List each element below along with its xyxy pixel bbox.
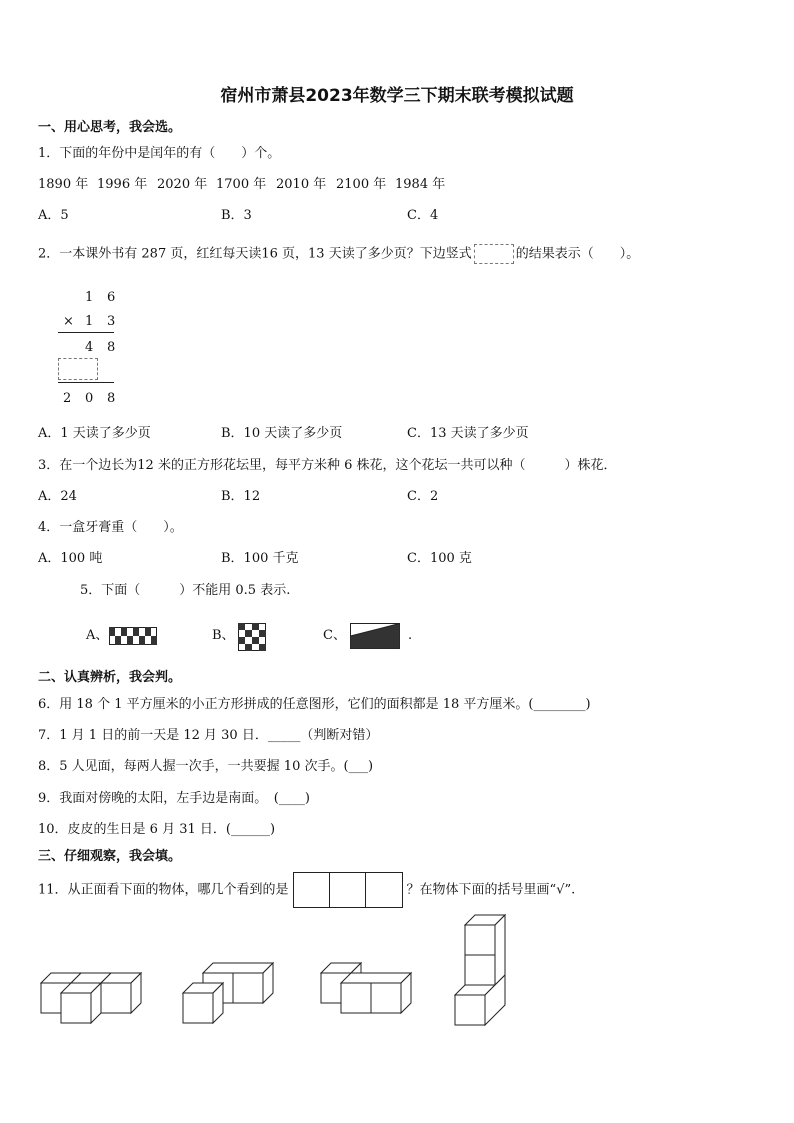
question-3-text: 3．在一个边长为12 米的正方形花坛里，每平方米种 6 株花，这个花坛一共可以种（ ）株花． [38, 458, 617, 473]
q5-option-b-label[interactable]: B、 [212, 628, 235, 643]
cube-arrangement-2-icon [180, 960, 280, 1026]
q2-option-a[interactable]: A．1 天读了多少页 [38, 426, 151, 441]
q1-option-c[interactable]: C．4 [407, 208, 439, 223]
q4-option-a[interactable]: A．100 吨 [38, 551, 103, 566]
multiplier-digit: 3 [107, 314, 116, 329]
year-2100: 2100 年 [336, 177, 387, 192]
multiplier-digit: 1 [85, 314, 94, 329]
checker-square-icon [238, 623, 266, 651]
front-view-three-squares-icon [293, 872, 403, 908]
question-2-text-a: 2．一本课外书有 287 页，红红每天读16 页，13 天读了多少页？下边竖式 [38, 246, 472, 262]
q5-option-a-label[interactable]: A、 [86, 628, 109, 643]
cube-arrangement-4-icon [452, 912, 512, 1030]
calc-line-2 [58, 382, 114, 383]
question-1-text: 1．下面的年份中是闰年的有（ ）个。 [38, 146, 281, 161]
year-1984: 1984 年 [395, 177, 446, 192]
q3-option-a[interactable]: A．24 [38, 489, 77, 504]
question-8-text: 8．5 人见面，每两人握一次手，一共要握 10 次手。(___) [38, 759, 374, 774]
question-2-text [38, 244, 639, 264]
section-heading-2: 二、认真辨析，我会判。 [38, 670, 182, 685]
multiply-sign: × [63, 314, 74, 329]
question-5-text: 5．下面（ ）不能用 0.5 表示. [80, 583, 291, 598]
question-10-text: 10．皮皮的生日是 6 月 31 日．(______) [38, 822, 276, 837]
section-heading-3: 三、仔细观察，我会填。 [38, 849, 182, 864]
question-11-text-a: 11．从正面看下面的物体，哪几个看到的是 [38, 882, 289, 898]
multiplicand-digit: 1 [85, 290, 94, 305]
q4-option-b[interactable]: B．100 千克 [221, 551, 299, 566]
page-title: 宿州市萧县2023年数学三下期末联考模拟试题 [220, 86, 574, 106]
result-digit: 0 [85, 391, 94, 406]
q1-option-a[interactable]: A．5 [38, 208, 69, 223]
partial-digit: 8 [107, 340, 116, 355]
result-digit: 2 [63, 391, 72, 406]
q5-end-mark: . [408, 628, 413, 643]
question-7-text: 7．1 月 1 日的前一天是 12 月 30 日．_____（判断对错） [38, 728, 379, 743]
q2-option-b[interactable]: B．10 天读了多少页 [221, 426, 343, 441]
calc-line-1 [58, 332, 114, 333]
question-9-text: 9．我面对傍晚的太阳，左手边是南面。 (____) [38, 791, 310, 806]
split-rectangle-icon [350, 623, 400, 649]
question-4-text: 4．一盒牙膏重（ ）。 [38, 520, 183, 535]
year-2010: 2010 年 [276, 177, 327, 192]
q1-option-b[interactable]: B．3 [221, 208, 252, 223]
result-digit: 8 [107, 391, 116, 406]
dashed-box-icon [474, 244, 514, 264]
year-1890: 1890 年 [38, 177, 89, 192]
q2-option-c[interactable]: C．13 天读了多少页 [407, 426, 529, 441]
multiplicand-digit: 6 [107, 290, 116, 305]
year-2020: 2020 年 [157, 177, 208, 192]
section-heading-1: 一、用心思考，我会选。 [38, 120, 182, 135]
question-6-text: 6．用 18 个 1 平方厘米的小正方形拼成的任意图形，它们的面积都是 18 平方厘米。(________) [38, 697, 591, 712]
q3-option-c[interactable]: C．2 [407, 489, 439, 504]
partial-digit: 4 [85, 340, 94, 355]
cube-arrangement-1-icon [38, 968, 148, 1026]
question-11-text [38, 872, 575, 909]
q5-option-c-label[interactable]: C、 [323, 628, 346, 643]
question-2-text-b: 的结果表示（ ）。 [515, 246, 640, 262]
year-1996: 1996 年 [97, 177, 148, 192]
q3-option-b[interactable]: B．12 [221, 489, 261, 504]
q4-option-c[interactable]: C．100 克 [407, 551, 472, 566]
checker-strip-icon [109, 627, 157, 645]
cube-arrangement-3-icon [318, 960, 418, 1026]
dashed-partial-box [58, 358, 98, 380]
year-1700: 1700 年 [216, 177, 267, 192]
question-11-text-b: ？在物体下面的括号里画“√”. [406, 882, 576, 898]
